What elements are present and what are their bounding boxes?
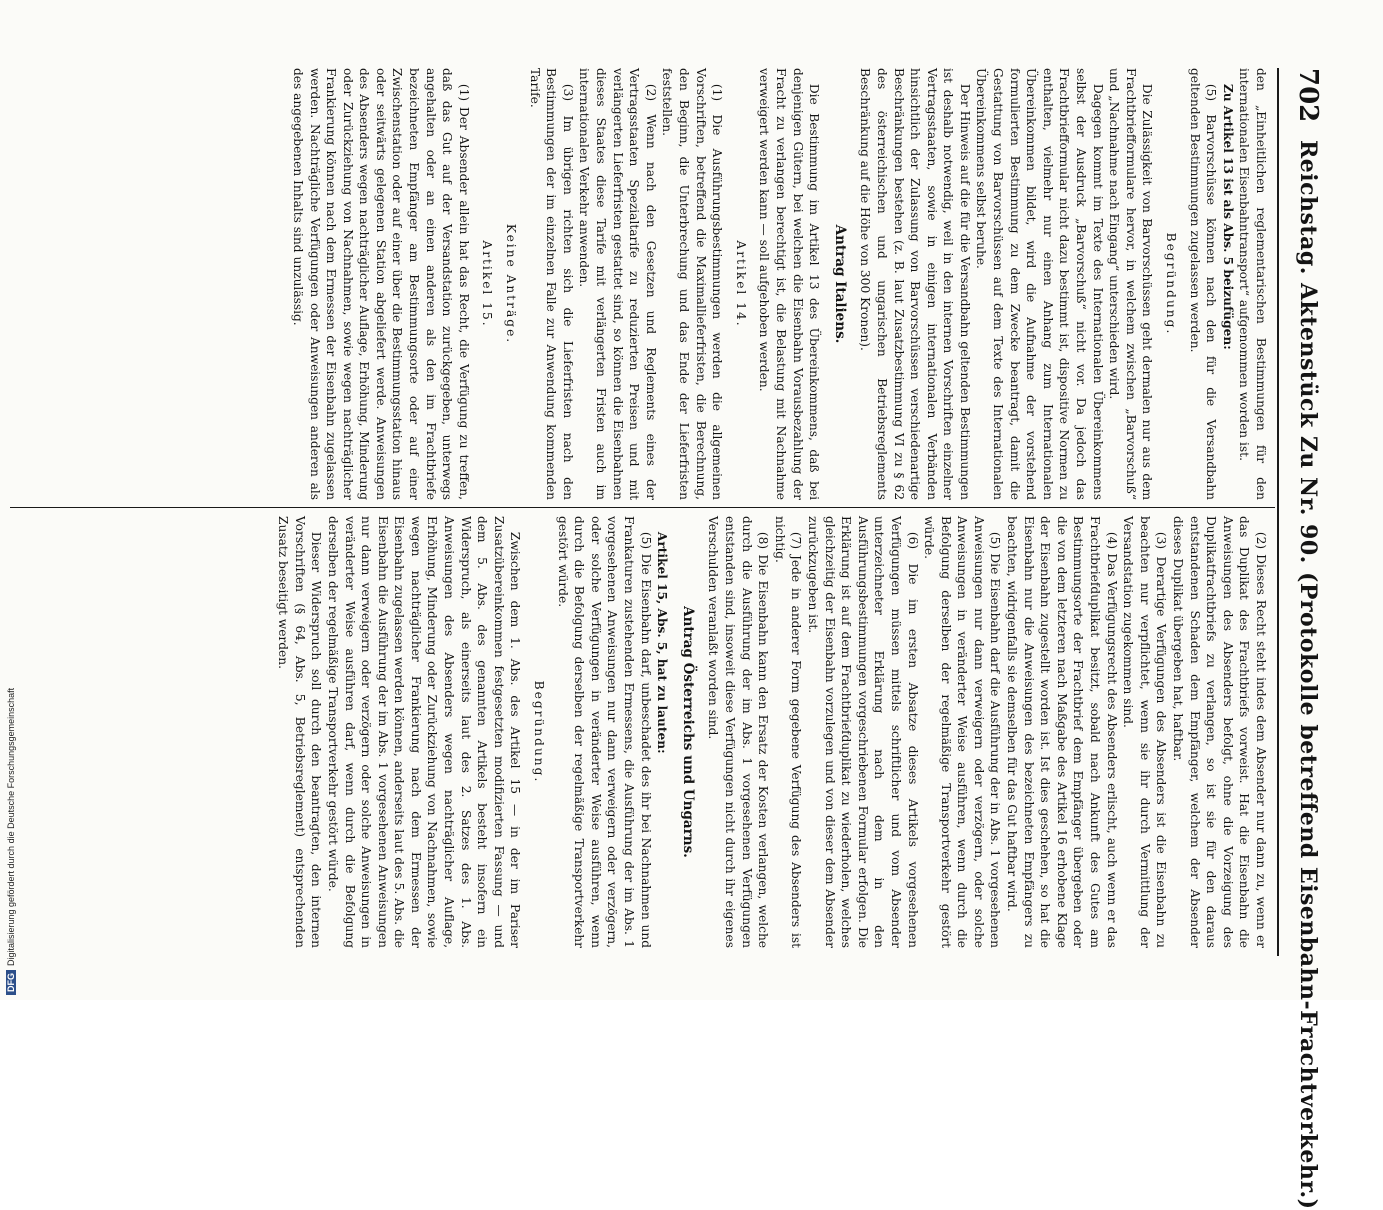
page-title: Reichstag. Aktenstück Zu Nr. 90. (Protokolle betreffend Eisenbahn-Frachtverkehr.) (1295, 140, 1321, 1210)
paragraph: Dagegen kommt im Texte des Internationalen Übereinkommens selbst der Ausdruck „Barvorschuß“ nicht vor. Da jedoch das Frachtbriefformular nicht dazu bestimmt ist, dispositive Normen zu enthalten, vielmehr nur einen Anhang zum Internationalen Übereinkommen bildet, wird die Aufnahme der vorstehend formulierten Bestimmung zu dem Zwecke beantragt, damit die Gestattung von Barvorschüssen auf dem Texte des Internationalen Übereinkommens selbst beruhe. (974, 68, 1105, 500)
paragraph: den „Einheitlichen reglementarischen Bestimmungen für den internationalen Eisenbahntransport“ aufgenommen worden ist. (1237, 68, 1268, 500)
article-insert-label: Zu Artikel 13 ist als Abs. 5 beizufügen: (1220, 83, 1235, 350)
motion-heading: Antrag Österreichs und Ungarns. (679, 606, 696, 858)
page-header (1283, 68, 1323, 1210)
column-divider (10, 507, 1275, 508)
paragraph: (5) Die Eisenbahn darf die Ausführung der in Abs. 1 vorgesehenen Anweisungen nur dann verweigern oder verzögern, oder solche Anweisungen in veränderter Weise ausführen, wenn durch die Befolgung derselben der regelmäßige Transportverkehr gestört würde. (922, 516, 1003, 948)
no-motions-note: Keine Anträge. (504, 223, 519, 345)
paragraph: (3) Derartige Verfügungen des Absenders ist die Eisenbahn zu beachten nur verpflichtet, wenn sie ihr durch Vermittlung der Versandstation zugekommen sind. (1121, 516, 1169, 948)
motion-heading: Antrag Italiens. (831, 224, 848, 344)
section-heading: Begründung. (532, 680, 547, 784)
paragraph: (4) Das Verfügungsrecht des Absenders erlischt, auch wenn er das Frachtbriefduplikat besitzt, sobald nach Ankunft des Gutes am Bestimmungsorte der Frachtbrief dem Empfänger übergeben oder die von dem letzteren nach Maßgabe des Artikel 16 erhobene Klage der Eisenbahn zugestellt worden ist. Ist dies geschehen, so hat die Eisenbahn nur die Anweisungen des bezeichneten Empfängers zu beachten, widrigenfalls sie demselben für das Gut haftbar wird. (1005, 516, 1119, 948)
paragraph: Die Bestimmung im Artikel 13 des Übereinkommens, daß bei denjenigen Gütern, bei welchen die Eisenbahn Vorausbezahlung der Fracht zu verlangen berechtigt ist, die Belastung mit Nachnahme verweigert werden kann — soll aufgehoben werden. (757, 68, 822, 500)
credit-text: Digitalisierung gefördert durch die Deutsche Forschungsgemeinschaft (6, 687, 16, 966)
paragraph: Dieser Widerspruch soll durch den beantragten, den internen Vorschriften (§ 64, Abs. 5, Betriebsreglement) entsprechenden Zusatz beseitigt werden. (276, 516, 324, 948)
digitization-credit (2, 0, 20, 1000)
paragraph: Der Hinweis auf die für die Versandbahn geltenden Bestimmungen ist deshalb notwendig, weil in den internen Vorschriften einzelner Vertragsstaaten, sowie in einigen internationalen Verbänden hinsichtlich der Zulassung von Barvorschüssen verschiedenartige Beschränkungen bestehen (z. B. laut Zusatzbestimmung VI zu § 62 des österreichischen und ungarischen Betriebsreglements Beschränkung auf die Höhe von 300 Kronen). (858, 68, 972, 500)
paragraph: (1) Der Absender allein hat das Recht, die Verfügung zu treffen, daß das Gut auf der Versandstation zurückgegeben, unterwegs angehalten oder an einen anderen als den im Frachtbriefe bezeichneten Empfänger am Bestimmungsorte oder auf einer Zwischenstation oder auf einer über die Bestimmungsstation hinaus oder seitwärts gelegenen Station abgeliefert werde. Anweisungen des Absenders wegen nachträglicher Auflage, Erhöhung, Minderung oder Zurückziehung von Nachnahmen, sowie wegen nachträglicher Frankierung können nach dem Ermessen der Eisenbahn zugelassen werden. Nachträgliche Verfügungen oder Anweisungen anderen als des angegebenen Inhalts sind unzulässig. (290, 68, 471, 500)
article-heading: Artikel 15. (480, 240, 495, 328)
page-number: 702 (1293, 68, 1323, 123)
paragraph: (5) Barvorschüsse können nach den für die Versandbahn geltenden Bestimmungen zugelassen werden. (1187, 68, 1219, 500)
paragraph: (7) Jede in anderer Form gegebene Verfügung des Absenders ist nichtig. (772, 516, 804, 948)
paragraph: (1) Die Ausführungsbestimmungen werden die allgemeinen Vorschriften, betreffend die Maximallieferfristen, die Berechnung, den Beginn, die Unterbrechung und das Ende der Lieferfristen feststellen. (660, 68, 725, 500)
paragraph: (6) Die im ersten Absatze dieses Artikels vorgesehenen Verfügungen müssen mittels schriftlicher und vom Absender unterzeichneter Erklärung nach dem in den Ausführungsbestimmungen vorgeschriebenen Formular erfolgen. Die Erklärung ist auf dem Frachtbriefduplikat zu wiederholen, welches gleichzeitig der Eisenbahn vorzulegen und von dieser dem Absender zurückzugeben ist. (805, 516, 920, 948)
paragraph: (2) Wenn nach den Gesetzen und Reglements eines der Vertragsstaaten Spezialtarife zu reduzierten Preisen und mit verlängerten Lieferfristen gestattet sind, so können die Eisenbahnen dieses Staates diese Tarife mit verlängerten Fristen auch im internationalen Verkehr anwenden. (577, 68, 658, 500)
paragraph: (2) Dieses Recht steht indes dem Absender nur dann zu, wenn er das Duplikat des Frachtbriefs vorweist. Hat die Eisenbahn die Anweisungen des Absenders befolgt, ohne die Vorzeigung des Duplikatfrachtbriefs zu verlangen, so ist sie für den daraus entstandenen Schaden dem Empfänger, welchem der Absender dieses Duplikat übergeben hat, haftbar. (1171, 516, 1268, 948)
paragraph: (5) Die Eisenbahn darf, unbeschadet des ihr bei Nachnahmen und Frankaturen zustehenden Ermessens, die Ausführung der im Abs. 1 vorgesehenen Anweisungen nur dann verweigern oder verzögern, oder solche Verfügungen in veränderter Weise ausführen, wenn durch die Befolgung derselben der regelmäßige Transportverkehr gestört würde. (555, 516, 653, 948)
article-insert-label: Artikel 15, Abs. 5, hat zu lauten: (655, 531, 670, 754)
paragraph: Zwischen dem 1. Abs. des Artikel 15 — in der im Pariser Zusatzübereinkommen festgesetzten modifizierten Fassung — und dem 5. Abs. des genannten Artikels besteht insofern ein Widerspruch, als einerseits laut des 2. Satzes des 1. Abs. Anweisungen des Absenders wegen nachträglicher Auflage, Erhöhung, Minderung oder Zurückziehung von Nachnahmen, sowie wegen nachträglicher Frankierung nach dem Ermessen der Eisenbahn zugelassen werden können, anderseits laut des 5. Abs. die Eisenbahn die Ausführung der im Abs. 1 vorgesehenen Anweisungen nur dann verweigern oder verzögern oder solche Anweisungen in veränderter Weise ausführen darf, wenn durch die Befolgung derselben der regelmäßige Transportverkehr gestört würde. (325, 516, 523, 948)
dfg-logo: DFG (6, 970, 16, 995)
paragraph: (3) Im übrigen richten sich die Lieferfristen nach den Bestimmungen der im einzelnen Falle zur Anwendung kommenden Tarife. (527, 68, 575, 500)
right-column (275, 516, 1269, 948)
article-heading: Artikel 14. (733, 240, 748, 328)
header-rule (1277, 68, 1279, 956)
left-column (289, 68, 1269, 500)
section-heading: Begründung. (1164, 232, 1179, 336)
paragraph: Die Zulässigkeit von Barvorschüssen geht dermalen nur aus dem Frachtbriefformulare hervor, in welchem zwischen „Barvorschuß“ und „Nachnahme nach Eingang“ unterschieden wird. (1107, 68, 1155, 500)
paragraph: (8) Die Eisenbahn kann den Ersatz der Kosten verlangen, welche durch die Ausführung der im Abs. 1 vorgesehenen Verfügungen entstanden sind, insoweit diese Verfügungen nicht durch ihr eigenes Verschulden veranlaßt worden sind. (706, 516, 771, 948)
